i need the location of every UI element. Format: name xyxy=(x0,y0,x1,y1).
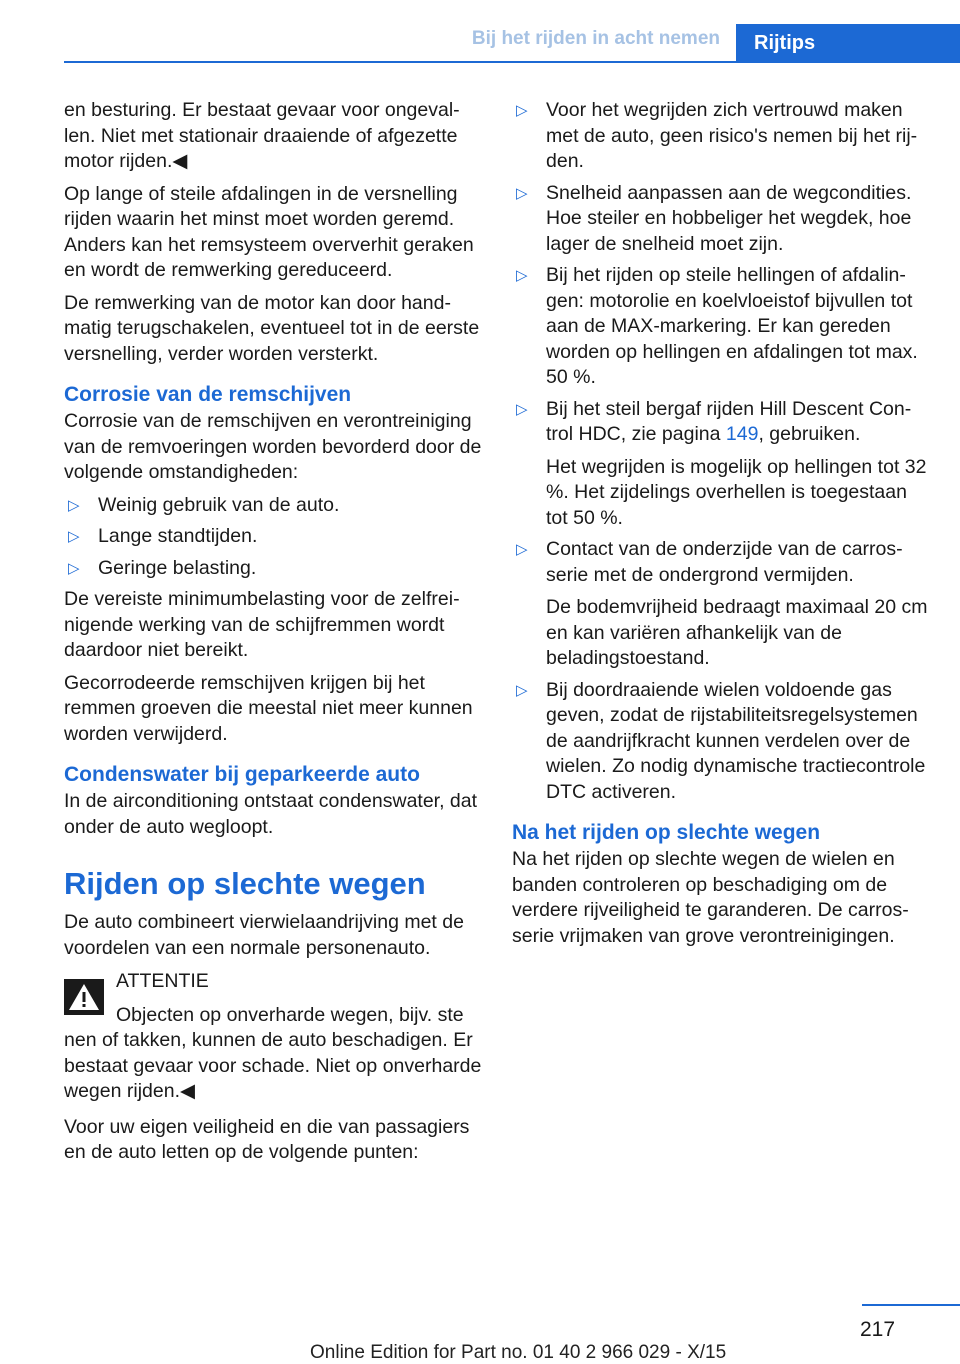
heading-na-het-rijden: Na het rijden op slechte wegen xyxy=(512,821,821,844)
list-item: ▷ Voor het wegrijden zich vertrouwd maken met de auto, geen risico's nemen bij het rijden. xyxy=(516,99,918,172)
left-column xyxy=(64,98,482,1173)
bullet-marker-icon: ▷ xyxy=(68,496,80,514)
header-rule xyxy=(64,61,736,63)
warning-text: Objecten op onverharde wegen, bijv. ste xyxy=(116,1003,464,1026)
paragraph: Voor uw eigen veiligheid en die van passagiers en de auto letten op de volgende punten: xyxy=(64,1115,470,1163)
list-item: ▷ Bij het rijden op steile hellingen of afdalingen: motorolie en koelvloeistof bijvullen tot aan de MAX-markering. Er kan gereden worden op hellingen en afdalingen tot max. 50 %. xyxy=(516,264,918,388)
paragraph: De remwerking van de motor kan door handmatig terugschakelen, eventueel tot in de eerste versnelling, verder worden versterkt. xyxy=(64,291,480,365)
header-section-title: Bij het rijden in acht nemen xyxy=(471,28,720,49)
page-number: 217 xyxy=(860,1318,896,1341)
heading-condenswater: Condenswater bij geparkeerde auto xyxy=(64,763,420,786)
list-item: ▷ Bij het steil bergaf rijden Hill Descent Control HDC, zie pagina 149, gebruiken. Het wegrijden is mogelijk op hellingen tot 32 %. Het zijdelings overhellen is toegestaan tot 50 %. xyxy=(512,397,928,532)
warning-text-continued: nen of takken, kunnen de auto beschadigen. Er bestaat gevaar voor schade. Niet op onverharde wegen rijden.◀ xyxy=(64,1029,482,1102)
list-item: ▷ Geringe belasting. xyxy=(64,556,482,582)
footer-edition: Online Edition for Part no. 01 40 2 966 029 - X/15 xyxy=(310,1342,727,1363)
bullet-marker-icon: ▷ xyxy=(68,559,80,577)
paragraph: en besturing. Er bestaat gevaar voor ongevallen. Niet met stationair draaiende of afgezette motor rijden.◀ xyxy=(64,99,460,172)
footer-rule xyxy=(862,1304,960,1306)
right-column xyxy=(512,98,928,956)
paragraph: De auto combineert vierwielaandrijving met de voordelen van een normale personenauto. xyxy=(64,911,464,959)
list-item-note: De bodemvrijheid bedraagt maximaal 20 cm en kan variëren afhankelijk van de beladingstoestand. xyxy=(546,596,928,669)
bullet-marker-icon: ▷ xyxy=(68,528,80,545)
heading-corrosie: Corrosie van de remschijven xyxy=(64,383,352,406)
list-item: ▷ Bij doordraaiende wielen voldoende gas geven, zodat de rijstabiliteitsregelsystemen de aandrijfkracht kunnen verdelen over de wielen. Zo nodig dynamische tractiecontrole DTC activeren. xyxy=(516,678,926,803)
paragraph: Corrosie van de remschijven en verontreiniging van de remvoeringen worden bevorderd door de volgende omstandigheden: xyxy=(64,410,482,483)
warning-title: ATTENTIE xyxy=(116,970,209,992)
list-item: ▷ Snelheid aanpassen aan de wegcondities. Hoe steiler en hobbeliger het wegdek, hoe lager de snelheid moet zijn. xyxy=(516,181,912,255)
bullet-list xyxy=(64,493,482,582)
header-chapter-tab[interactable]: Rijtips xyxy=(736,24,960,63)
bullet-marker-icon: ▷ xyxy=(516,541,528,558)
list-item: ▷ Lange standtijden. xyxy=(64,524,482,550)
bullet-marker-icon: ▷ xyxy=(516,267,528,284)
warning-box xyxy=(64,969,482,1105)
bullet-marker-icon: ▷ xyxy=(516,400,528,418)
paragraph: Na het rijden op slechte wegen de wielen en banden controleren op beschadiging om de verdere rijveiligheid te garanderen. De carrosserie vrijmaken van grove verontreinigingen. xyxy=(512,848,909,947)
bullet-marker-icon: ▷ xyxy=(516,681,528,699)
bullet-list xyxy=(512,98,928,805)
paragraph: De vereiste minimumbelasting voor de zelfreinigende werking van de schijfremmen wordt daardoor niet bereikt. xyxy=(64,588,460,661)
list-item: ▷ Contact van de onderzijde van de carrosserie met de ondergrond vermijden. De bodemvrijheid bedraagt maximaal 20 cm en kan variëren afhankelijk van de beladingstoestand. xyxy=(512,537,928,672)
list-item-note: Het wegrijden is mogelijk op hellingen tot 32 %. Het zijdelings overhellen is toegestaan tot 50 %. xyxy=(546,455,927,529)
warning-triangle-icon xyxy=(64,979,104,1015)
paragraph: In de airconditioning ontstaat condenswater, dat onder de auto wegloopt. xyxy=(64,790,478,838)
page-reference-link[interactable]: 149 xyxy=(725,423,759,445)
paragraph: Op lange of steile afdalingen in de versnelling rijden waarin het minst moet worden geremd. Anders kan het remsysteem oververhit geraken en wordt de remwerking gereduceerd. xyxy=(64,182,474,281)
paragraph: Gecorrodeerde remschijven krijgen bij het remmen groeven die meestal niet meer kunnen worden verwijderd. xyxy=(64,671,473,745)
list-item: ▷ Weinig gebruik van de auto. xyxy=(64,493,482,519)
bullet-marker-icon: ▷ xyxy=(516,102,528,119)
bullet-marker-icon: ▷ xyxy=(516,184,528,202)
heading-rijden-slechte-wegen: Rijden op slechte wegen xyxy=(64,866,426,901)
